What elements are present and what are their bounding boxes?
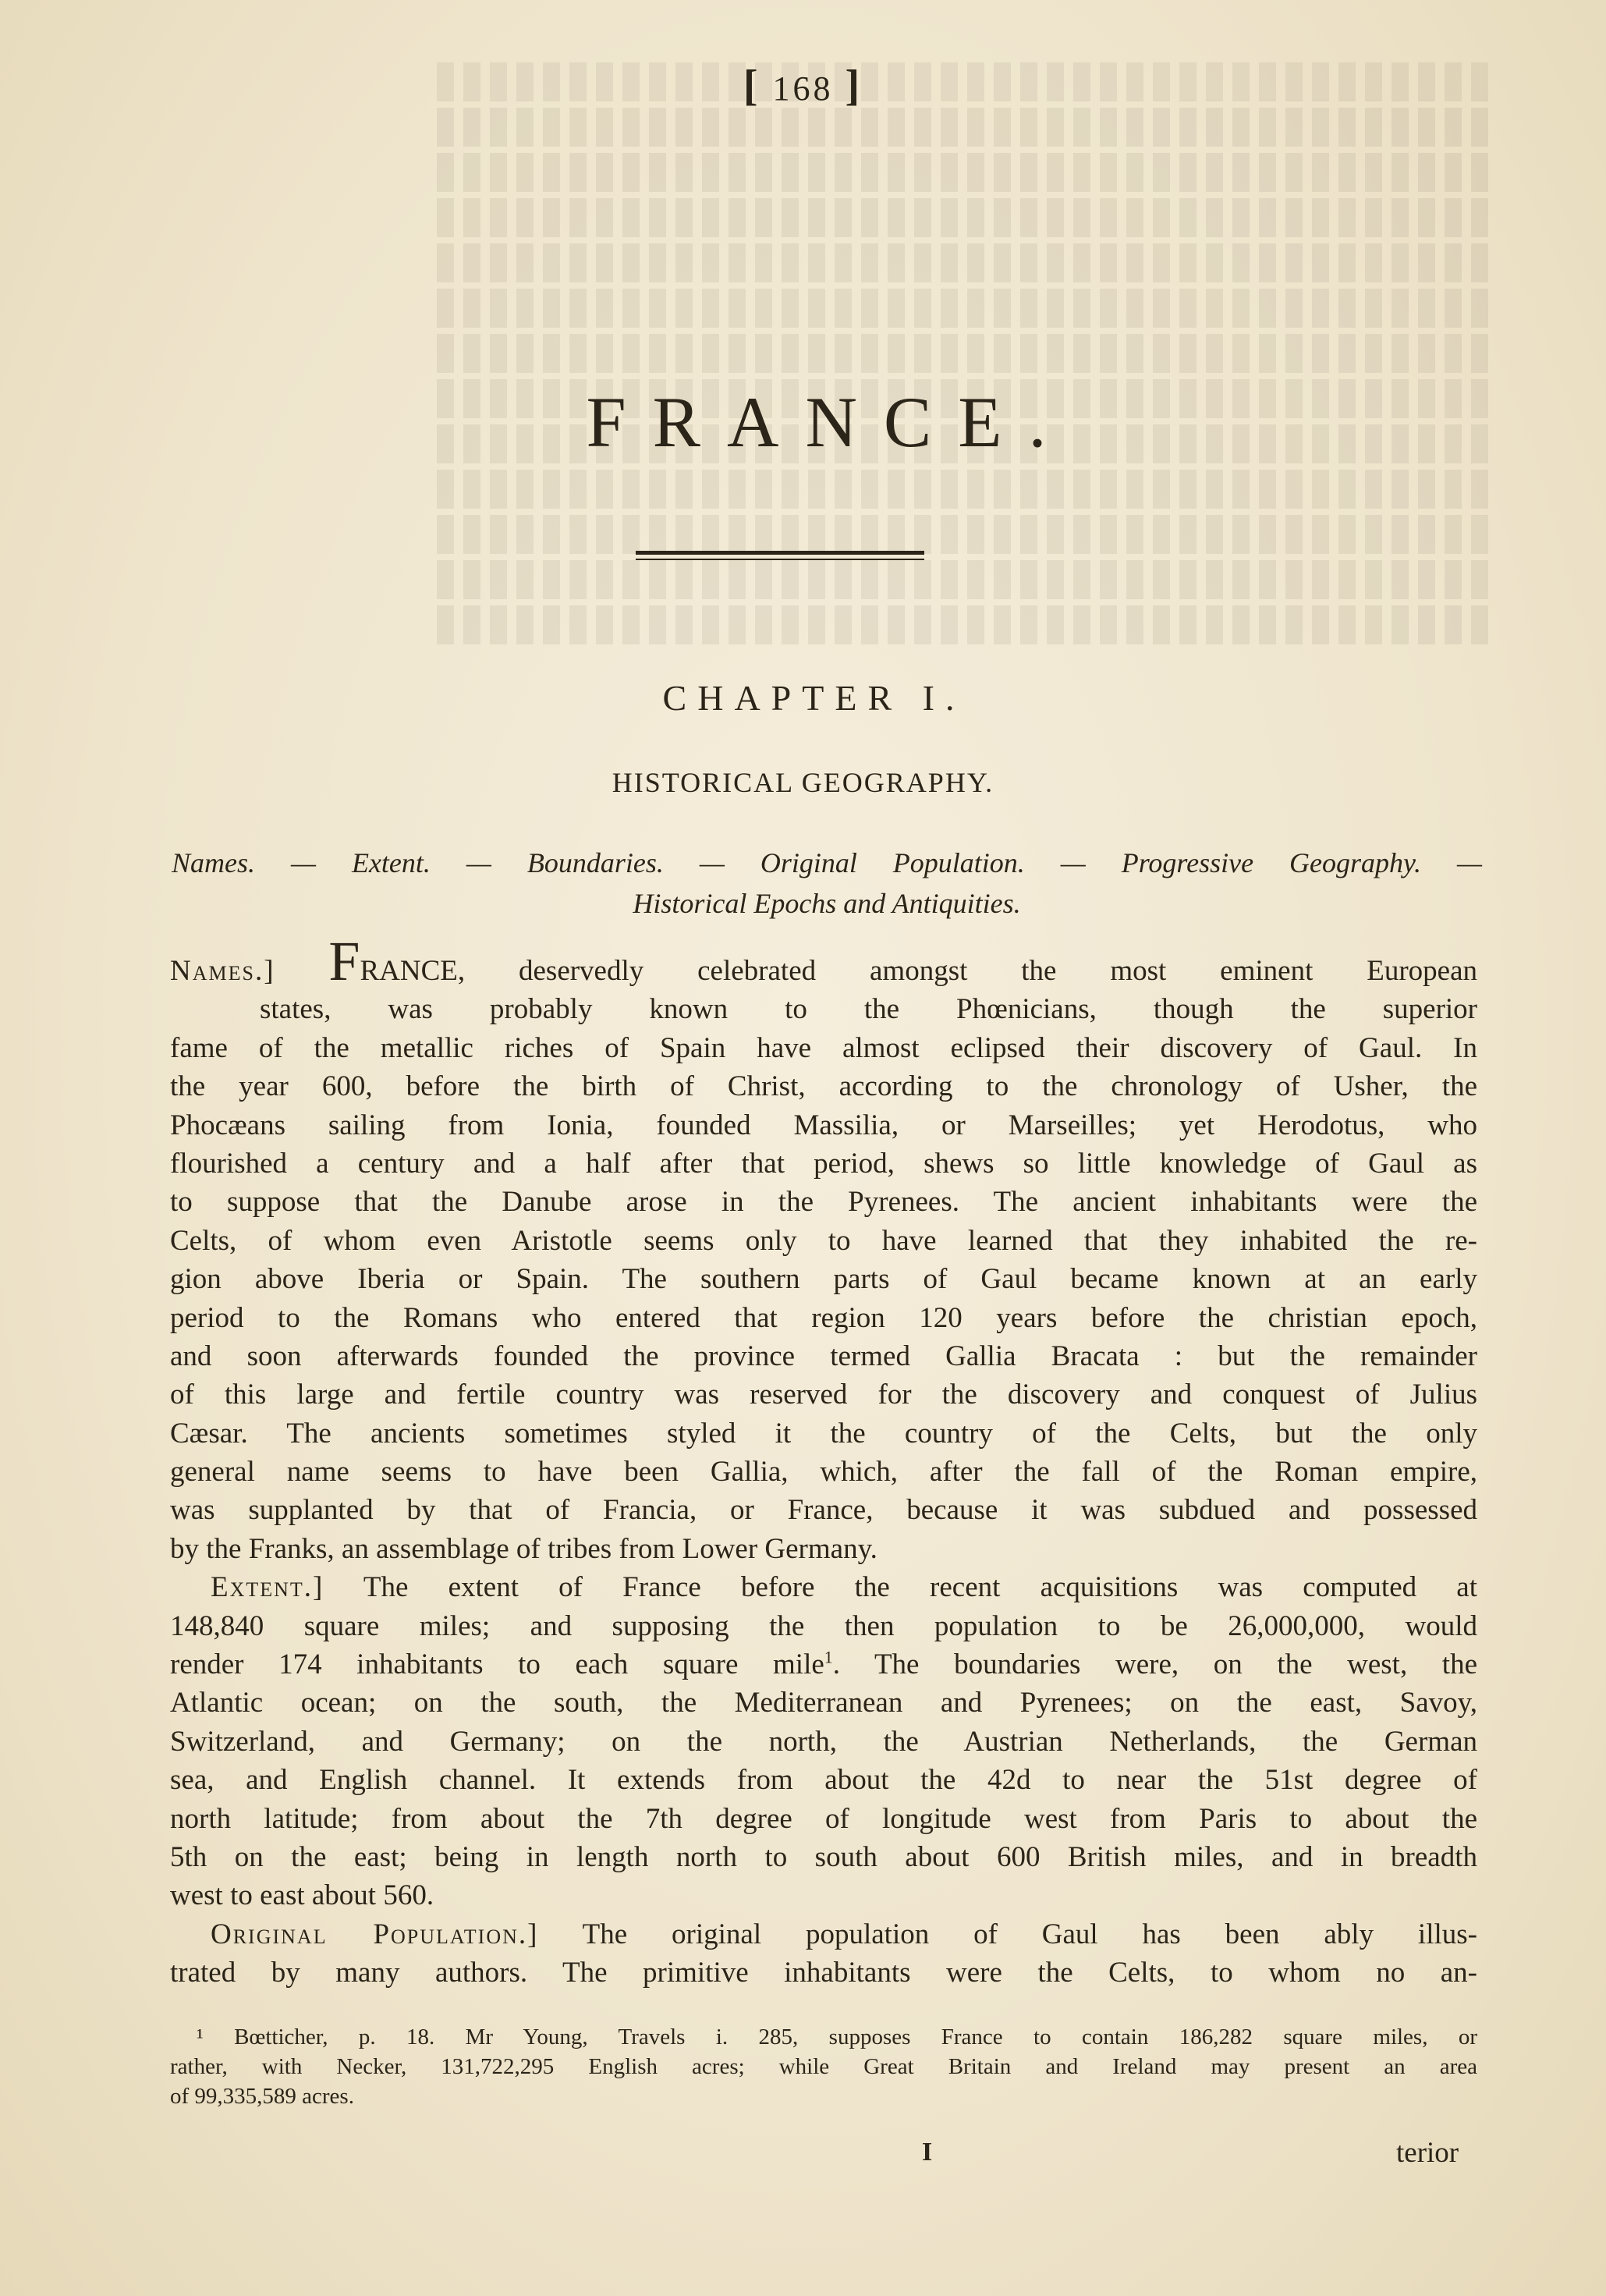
extent-line: west to east about 560. <box>170 1879 434 1912</box>
bracket-left: [ <box>743 62 761 110</box>
extent-line: sea, and English channel. It extends from about the 42d to near the 51st degree of <box>170 1764 1477 1797</box>
summary-line-1: Names. — Extent. — Boundaries. — Original Population. — Progressive Geography. — <box>172 847 1482 878</box>
page-title: FRANCE. <box>586 382 1073 462</box>
footnote-line: rather, with Necker, 131,722,295 English acres; while Great Britain and Ireland may present an area <box>170 2054 1477 2079</box>
page-number: 168 <box>772 69 834 108</box>
extent-line: 148,840 square miles; and supposing the then population to be 26,000,000, would <box>170 1609 1477 1642</box>
body-line-text: RANCE, deservedly celebrated amongst the most eminent European <box>360 955 1478 987</box>
extent-line: north latitude; from about the 7th degree of longitude west from Paris to about the <box>170 1802 1477 1835</box>
signature-mark: I <box>922 2138 933 2166</box>
population-line <box>170 1915 1477 1954</box>
extent-line-text: The extent of France before the recent acquisitions was computed at <box>363 1571 1477 1604</box>
body-line: Phocæans sailing from Ionia, founded Massilia, or Marseilles; yet Herodotus, who <box>170 1109 1477 1141</box>
extent-label: Extent.] <box>211 1571 324 1604</box>
body-line: fame of the metallic riches of Spain have almost eclipsed their discovery of Gaul. In <box>170 1031 1477 1064</box>
body-line: to suppose that the Danube arose in the Pyrenees. The ancient inhabitants were the <box>170 1186 1477 1219</box>
body-line: Celts, of whom even Aristotle seems only to have learned that they inhabited the re- <box>170 1224 1477 1257</box>
body-line: of this large and fertile country was reserved for the discovery and conquest of Julius <box>170 1379 1477 1411</box>
footnote-block <box>170 2022 1477 2111</box>
chapter-heading: CHAPTER I. <box>662 678 966 718</box>
extent-line: Switzerland, and Germany; on the north, the Austrian Netherlands, the German <box>170 1725 1477 1758</box>
extent-line: Atlantic ocean; on the south, the Mediterranean and Pyrenees; on the east, Savoy, <box>170 1687 1477 1719</box>
body-line: period to the Romans who entered that region 120 years before the christian epoch, <box>170 1301 1477 1334</box>
footnote-line: ¹ Bœtticher, p. 18. Mr Young, Travels i. 285, supposes France to contain 186,282 square miles, or <box>197 2025 1477 2049</box>
names-label: Names.] <box>170 955 275 987</box>
body-line: states, was probably known to the Phœnicians, though the superior <box>260 993 1477 1026</box>
body-line: the year 600, before the birth of Christ, according to the chronology of Usher, the <box>170 1070 1477 1103</box>
footnote-line: of 99,335,589 acres. <box>170 2084 354 2109</box>
body-line: general name seems to have been Gallia, which, after the fall of the Roman empire, <box>170 1456 1477 1489</box>
bracket-right: ] <box>845 62 863 110</box>
chapter-subtitle: HISTORICAL GEOGRAPHY. <box>612 767 994 798</box>
population-label: Original Population.] <box>211 1918 539 1950</box>
body-line: by the Franks, an assemblage of tribes from Lower Germany. <box>170 1532 877 1565</box>
extent-line-text: . The boundaries were, on the west, the <box>832 1648 1477 1681</box>
body-line: gion above Iberia or Spain. The southern parts of Gaul became known at an early <box>170 1263 1477 1296</box>
summary-line-2: Historical Epochs and Antiquities. <box>633 888 1021 919</box>
drop-cap-letter: F <box>328 930 360 992</box>
title-rule-thin <box>636 559 924 560</box>
body-line: flourished a century and a half after that period, shews so little knowledge of Gaul as <box>170 1147 1477 1180</box>
body-text <box>170 930 1478 1993</box>
extent-line <box>170 1568 1477 1606</box>
population-line-text: The original population of Gaul has been ably illus- <box>582 1918 1477 1950</box>
footnote-reference: 1 <box>824 1647 833 1667</box>
extent-line: 5th on the east; being in length north to south about 600 British miles, and in breadth <box>170 1840 1477 1873</box>
catchword: terior <box>1396 2137 1459 2169</box>
body-line: and soon afterwards founded the province termed Gallia Bracata : but the remainder <box>170 1340 1477 1372</box>
body-line: was supplanted by that of Francia, or France, because it was subdued and possessed <box>170 1494 1477 1527</box>
extent-line-text: render 174 inhabitants to each square mile <box>170 1648 824 1681</box>
extent-line <box>170 1645 1477 1684</box>
page-number-header <box>0 61 1606 111</box>
body-line <box>170 930 1478 992</box>
title-rule-thick <box>636 551 924 555</box>
body-line: Cæsar. The ancients sometimes styled it the country of the Celts, but the only <box>170 1417 1477 1450</box>
population-line: trated by many authors. The primitive inhabitants were the Celts, to whom no an- <box>170 1957 1477 1989</box>
